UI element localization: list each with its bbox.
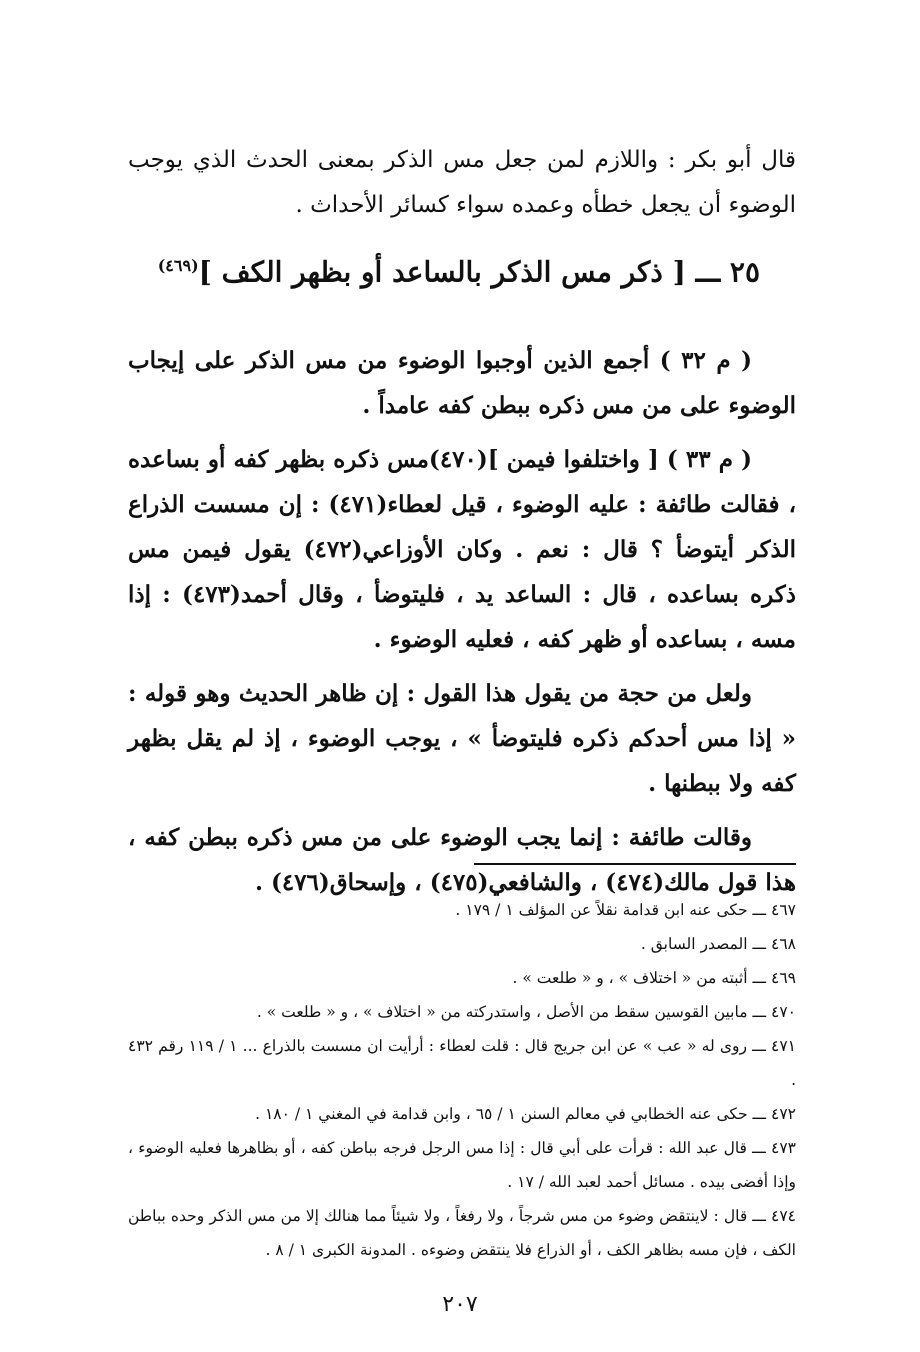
footnote-468: ٤٦٨ ـــ المصدر السابق . <box>640 935 796 953</box>
footnote-471: ٤٧١ ـــ روى له « عب » عن ابن جريج قال : قلت لعطاء : أرأيت ان مسست بالذراع ... ١ / ١١٩ رقم ٤٣٢ . <box>128 1037 796 1089</box>
footnote-472: ٤٧٢ ـــ حكى عنه الخطابي في معالم السنن ١ / ٦٥ ، وابن قدامة في المغني ١ / ١٨٠ . <box>255 1105 796 1123</box>
page-number: ٢٠٧ <box>442 1292 478 1317</box>
paragraph-second-opinion: وقالت طائفة : إنما يجب الوضوء على من مس ذكره ببطن كفه ، هذا قول مالك(٤٧٤) ، والشافعي(٤٧٥) ، وإسحاق(٤٧٦) . <box>128 824 796 896</box>
footnote-470: ٤٧٠ ـــ مابين القوسين سقط من الأصل ، واستدركته من « اختلاف » ، و « طلعت » . <box>256 1003 796 1021</box>
section-heading <box>120 240 760 298</box>
footnote-divider <box>474 863 796 865</box>
section-footnote-ref: (٤٦٩) <box>157 256 199 275</box>
paragraph-m32: ( م ٣٢ ) أجمع الذين أوجبوا الوضوء من مس الذكر على إيجاب الوضوء على من مس ذكره ببطن كفه عامداً . <box>128 347 796 419</box>
footnote-467: ٤٦٧ ـــ حكى عنه ابن قدامة نقلاً عن المؤلف ١ / ١٧٩ . <box>455 901 796 919</box>
paragraph-m33: ( م ٣٣ ) [ واختلفوا فيمن ](٤٧٠)مس ذكره بظهر كفه أو بساعده ، فقالت طائفة : عليه الوضوء ، قيل لعطاء(٤٧١) : إن مسست الذراع الذكر أيتوضأ ؟ قال : نعم . وكان الأوزاعي(٤٧٢) يقول فيمن مس ذكره بساعده ، قال : الساعد يد ، فليتوضأ ، وقال أحمد(٤٧٣) : إذا مسه ، بساعده أو ظهر كفه ، فعليه الوضوء . <box>128 446 796 653</box>
section-number: ٢٥ ـــ <box>695 255 760 289</box>
footnote-473: ٤٧٣ ـــ قال عبد الله : قرأت على أبي قال : إذا مس الرجل فرجه بباطن كفه ، أو بظاهرها فعليه الوضوء ، وإذا أفضى بيده . مسائل أحمد لعبد الله / ١٧ . <box>128 1139 796 1191</box>
section-title: [ ذكر مس الذكر بالساعد أو بظهر الكف ] <box>198 255 686 289</box>
footnotes <box>128 893 796 1267</box>
footnote-469: ٤٦٩ ـــ أثبته من « اختلاف » ، و « طلعت » . <box>512 969 796 987</box>
intro-paragraph: قال أبو بكر : واللازم لمن جعل مس الذكر بمعنى الحدث الذي يوجب الوضوء أن يجعل خطأه وعمده سواء كسائر الأحداث . <box>128 147 796 218</box>
footnote-474: ٤٧٤ ـــ قال : لاينتقض وضوء من مس شرجاً ، ولا رفغاً ، ولا شيئاً مما هنالك إلا من مس الذكر وحده بباطن الكف ، فإن مسه بظاهر الكف ، أو الذراع فلا ينتقض وضوءه . المدونة الكبرى ١ / ٨ . <box>128 1207 796 1259</box>
paragraph-argument: ولعل من حجة من يقول هذا القول : إن ظاهر الحديث وهو قوله : « إذا مس أحدكم ذكره فليتوضأ » ، يوجب الوضوء ، إذ لم يقل بظهر كفه ولا ببطنها . <box>128 680 796 797</box>
body-text <box>128 338 796 914</box>
